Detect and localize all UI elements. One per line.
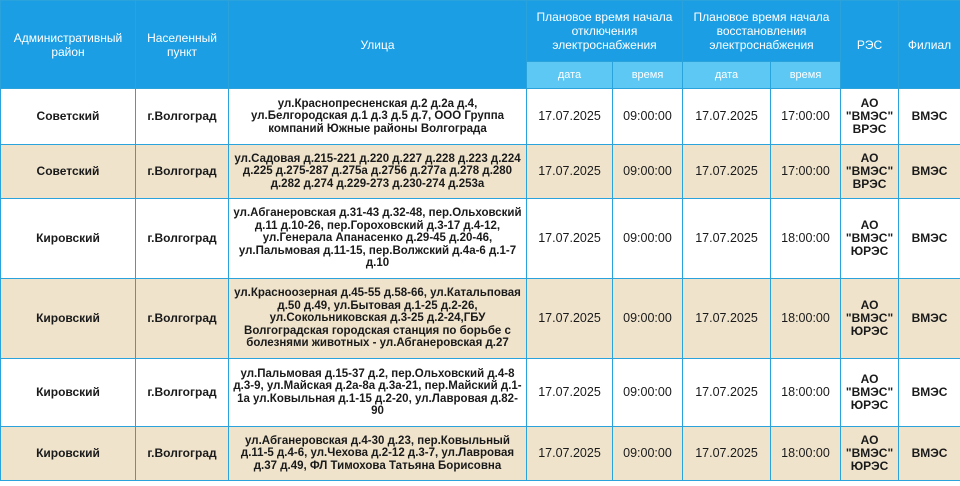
table-header (1, 1, 960, 89)
cell-branch: ВМЭС (899, 279, 960, 359)
header-branch: Филиал (899, 1, 960, 89)
cell-off-time: 09:00:00 (613, 89, 683, 145)
header-district: Административный район (1, 1, 136, 89)
cell-district: Кировский (1, 427, 136, 481)
table-row (1, 359, 960, 427)
cell-locality: г.Волгоград (136, 427, 229, 481)
subheader-off-time: время (613, 62, 683, 89)
table-row (1, 89, 960, 145)
table-row (1, 279, 960, 359)
cell-on-date: 17.07.2025 (683, 145, 771, 199)
table-row (1, 199, 960, 279)
cell-district: Кировский (1, 199, 136, 279)
cell-res: АО "ВМЭС" ВРЭС (841, 89, 899, 145)
cell-off-date: 17.07.2025 (527, 279, 613, 359)
cell-street: ул.Абганеровская д.4-30 д.23, пер.Ковыльный д.11-5 д.4-6, ул.Чехова д.2-12 д.3-7, ул.Лавровая д.37 д.49, ФЛ Тимохова Татьяна Борисовна (229, 427, 527, 481)
table-row (1, 145, 960, 199)
cell-district: Кировский (1, 359, 136, 427)
subheader-off-date: дата (527, 62, 613, 89)
cell-res: АО "ВМЭС" ЮРЭС (841, 279, 899, 359)
cell-district: Советский (1, 89, 136, 145)
cell-on-date: 17.07.2025 (683, 279, 771, 359)
cell-res: АО "ВМЭС" ЮРЭС (841, 427, 899, 481)
cell-on-time: 17:00:00 (771, 145, 841, 199)
cell-on-time: 18:00:00 (771, 427, 841, 481)
header-locality: Населенный пункт (136, 1, 229, 89)
cell-on-date: 17.07.2025 (683, 427, 771, 481)
cell-branch: ВМЭС (899, 427, 960, 481)
cell-street: ул.Пальмовая д.15-37 д.2, пер.Ольховский д.4-8 д.3-9, ул.Майская д.2а-8а д.3а-21, пер.Майский д.1-1а ул.Ковыльная д.1-15 д.2-20, ул.Лавровая д.82-90 (229, 359, 527, 427)
cell-res: АО "ВМЭС" ЮРЭС (841, 199, 899, 279)
cell-locality: г.Волгоград (136, 359, 229, 427)
cell-on-date: 17.07.2025 (683, 89, 771, 145)
cell-street: ул.Красноозерная д.45-55 д.58-66, ул.Катальповая д.50 д.49, ул.Бытовая д.1-25 д.2-26, ул.Сокольниковская д.3-25 д.2-24,ГБУ Волгоградская городская станция по борьбе с болезнями животных - ул.Абганеровская д.27 (229, 279, 527, 359)
cell-off-time: 09:00:00 (613, 359, 683, 427)
header-on-time: Плановое время начала восстановления электроснабжения (683, 1, 841, 62)
cell-street: ул.Абганеровская д.31-43 д.32-48, пер.Ольховский д.11 д.10-26, пер.Гороховский д.3-17 д.4-12, ул.Генерала Апанасенко д.29-45 д.20-46, ул.Пальмовая д.11-15, пер.Волжский д.4а-6 д.1-7 д.10 (229, 199, 527, 279)
cell-on-date: 17.07.2025 (683, 199, 771, 279)
cell-off-date: 17.07.2025 (527, 145, 613, 199)
header-street: Улица (229, 1, 527, 89)
cell-branch: ВМЭС (899, 89, 960, 145)
cell-off-time: 09:00:00 (613, 199, 683, 279)
cell-on-time: 18:00:00 (771, 359, 841, 427)
cell-locality: г.Волгоград (136, 279, 229, 359)
cell-on-date: 17.07.2025 (683, 359, 771, 427)
subheader-on-date: дата (683, 62, 771, 89)
cell-off-time: 09:00:00 (613, 145, 683, 199)
header-off-time: Плановое время начала отключения электроснабжения (527, 1, 683, 62)
cell-street: ул.Краснопресненская д.2 д.2а д.4, ул.Белгородская д.1 д.3 д.5 д.7, ООО Группа компаний Южные районы Волгограда (229, 89, 527, 145)
cell-off-date: 17.07.2025 (527, 427, 613, 481)
cell-branch: ВМЭС (899, 145, 960, 199)
subheader-on-time: время (771, 62, 841, 89)
cell-locality: г.Волгоград (136, 145, 229, 199)
cell-locality: г.Волгоград (136, 199, 229, 279)
header-res: РЭС (841, 1, 899, 89)
cell-off-date: 17.07.2025 (527, 359, 613, 427)
cell-branch: ВМЭС (899, 199, 960, 279)
cell-off-date: 17.07.2025 (527, 199, 613, 279)
cell-res: АО "ВМЭС" ЮРЭС (841, 359, 899, 427)
cell-on-time: 17:00:00 (771, 89, 841, 145)
cell-district: Советский (1, 145, 136, 199)
cell-locality: г.Волгоград (136, 89, 229, 145)
table-body (1, 89, 960, 481)
cell-off-time: 09:00:00 (613, 427, 683, 481)
cell-off-time: 09:00:00 (613, 279, 683, 359)
cell-on-time: 18:00:00 (771, 279, 841, 359)
cell-street: ул.Садовая д.215-221 д.220 д.227 д.228 д.223 д.224 д.225 д.275-287 д.275а д.2756 д.277а д.278 д.280 д.282 д.274 д.229-273 д.230-274 д.253а (229, 145, 527, 199)
cell-district: Кировский (1, 279, 136, 359)
cell-off-date: 17.07.2025 (527, 89, 613, 145)
cell-branch: ВМЭС (899, 359, 960, 427)
cell-res: АО "ВМЭС" ВРЭС (841, 145, 899, 199)
cell-on-time: 18:00:00 (771, 199, 841, 279)
table-row (1, 427, 960, 481)
